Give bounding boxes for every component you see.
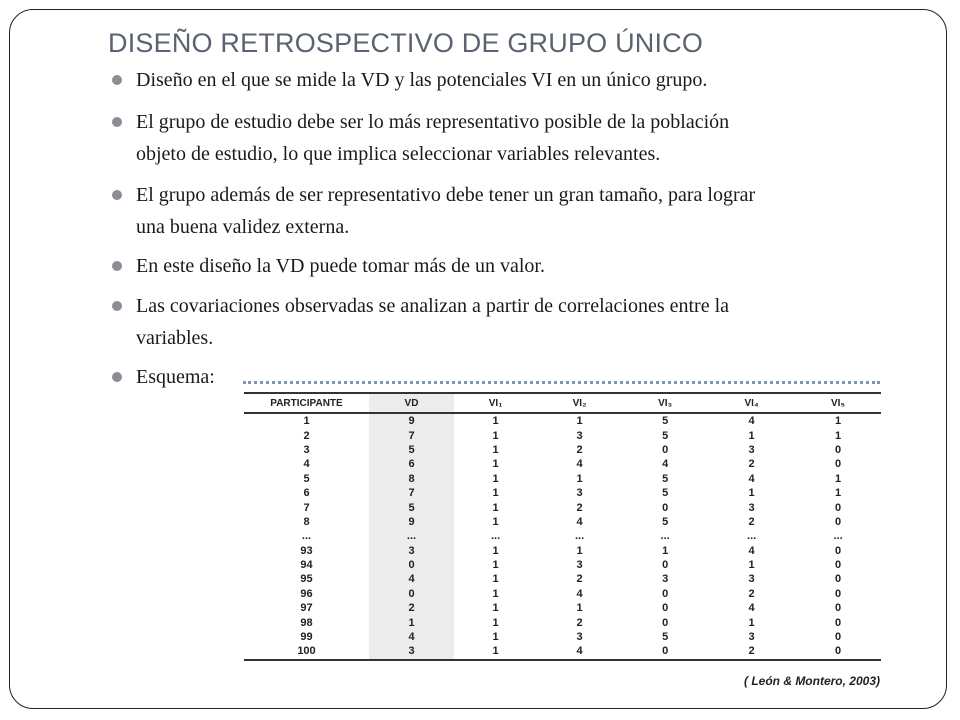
- table-cell: 4: [576, 515, 583, 528]
- bullet-dot-icon: [112, 261, 122, 271]
- table-cell: 1: [576, 544, 583, 557]
- table-cell: 6: [303, 487, 310, 500]
- table-cell: 0: [834, 587, 842, 600]
- column-header: VD: [369, 393, 454, 413]
- table-cell: 0: [662, 587, 669, 600]
- table-cell: 4: [576, 587, 583, 600]
- table-row: [244, 443, 881, 457]
- column-header: VI₄: [708, 393, 795, 413]
- table-cell: 0: [834, 544, 842, 557]
- bullet-dot-icon: [112, 301, 122, 311]
- table-cell: ...: [575, 530, 585, 543]
- column-header: VI₂: [537, 393, 622, 413]
- table-row: [244, 558, 881, 572]
- table-cell: 4: [369, 630, 454, 644]
- table-cell: 1: [492, 515, 499, 528]
- table-cell: 0: [834, 458, 842, 471]
- table-cell: 0: [834, 631, 842, 644]
- table-cell: 98: [300, 616, 313, 629]
- table-cell: 5: [662, 631, 669, 644]
- table-cell: 4: [662, 458, 669, 471]
- table-row: [244, 572, 881, 586]
- bullet-text: El grupo además de ser representativo debe tener un gran tamaño, para lograr: [136, 184, 756, 206]
- table-cell: 2: [748, 458, 755, 471]
- bullet-text: Esquema:: [136, 366, 215, 388]
- table-row: [244, 472, 881, 486]
- table-row: [244, 615, 881, 629]
- table-row: [244, 544, 881, 558]
- table-cell: 2: [748, 515, 755, 528]
- citation: ( León & Montero, 2003): [743, 674, 880, 688]
- bullet-dot-icon: [112, 190, 122, 200]
- table-cell: 5: [662, 487, 669, 500]
- table-cell: 1: [748, 487, 755, 500]
- table-cell: 0: [369, 558, 454, 572]
- table-cell: ...: [833, 530, 843, 543]
- table-cell: 1: [576, 415, 583, 428]
- table-body: [244, 413, 881, 660]
- table-cell: 2: [576, 501, 583, 514]
- table-cell: 1: [492, 544, 499, 557]
- table-cell: 3: [576, 559, 583, 572]
- table-cell: 0: [834, 602, 842, 615]
- bullet-item: [108, 290, 898, 354]
- bullet-item: [108, 361, 898, 393]
- bullet-item: [108, 250, 898, 282]
- table-cell: 2: [576, 573, 583, 586]
- table-cell: 2: [576, 616, 583, 629]
- table-cell: ...: [490, 530, 501, 543]
- table-row: [244, 529, 881, 543]
- slide-title: DISEÑO RETROSPECTIVO DE GRUPO ÚNICO: [108, 28, 704, 58]
- bullet-text: Diseño en el que se mide la VD y las potenciales VI en un único grupo.: [136, 69, 708, 91]
- table-cell: 0: [834, 443, 842, 456]
- table-row: [244, 630, 881, 644]
- table-cell: 0: [834, 515, 842, 528]
- table-cell: 5: [303, 472, 310, 485]
- table-cell: 97: [300, 602, 313, 615]
- table-cell: 95: [300, 573, 313, 586]
- table-cell: 0: [834, 501, 842, 514]
- bullet-text: El grupo de estudio debe ser lo más representativo posible de la población: [136, 111, 730, 133]
- schema-table: [244, 392, 881, 661]
- table-cell: 2: [303, 429, 310, 442]
- table-cell: 1: [492, 458, 499, 471]
- table-cell: ...: [369, 529, 454, 543]
- table-cell: 4: [748, 544, 755, 557]
- table-row: [244, 486, 881, 500]
- table-row: [244, 515, 881, 529]
- table-cell: 2: [708, 644, 795, 659]
- bullet-text: variables.: [136, 327, 214, 349]
- table-cell: 3: [748, 443, 755, 456]
- table-cell: 6: [369, 457, 454, 471]
- table-cell: ...: [747, 530, 757, 543]
- column-header: VI₅: [795, 393, 881, 413]
- table-cell: 0: [622, 644, 708, 659]
- table-cell: 0: [662, 616, 669, 629]
- bullet-text: Las covariaciones observadas se analizan a partir de correlaciones entre la: [136, 295, 730, 317]
- table-cell: 7: [369, 428, 454, 442]
- table-cell: 4: [576, 458, 583, 471]
- table-cell: 3: [576, 631, 583, 644]
- table-cell: 5: [369, 443, 454, 457]
- table-cell: 3: [303, 443, 310, 456]
- bullet-item: [108, 64, 898, 96]
- table-cell: 5: [662, 429, 669, 442]
- table-cell: 100: [244, 644, 369, 659]
- table-cell: 3: [576, 487, 583, 500]
- dotted-separator: [243, 381, 880, 384]
- table-cell: 0: [834, 573, 842, 586]
- table-cell: 0: [662, 559, 669, 572]
- table-cell: 1: [492, 501, 499, 514]
- table-cell: 0: [834, 616, 842, 629]
- table-cell: 5: [662, 515, 669, 528]
- table-cell: ...: [660, 530, 670, 543]
- table-cell: 3: [748, 501, 755, 514]
- table-cell: 1: [748, 559, 755, 572]
- table-cell: 99: [300, 631, 313, 644]
- column-header: VI₃: [622, 393, 708, 413]
- table-cell: 1: [303, 415, 310, 428]
- table-cell: 8: [303, 515, 310, 528]
- table-cell: 0: [662, 501, 669, 514]
- table-cell: 2: [369, 601, 454, 615]
- table-row: [244, 428, 881, 442]
- table-cell: 1: [748, 429, 755, 442]
- table-cell: 0: [795, 644, 881, 659]
- table-cell: 1: [492, 443, 499, 456]
- bullet-text: una buena validez externa.: [136, 216, 350, 238]
- table-cell: 3: [369, 644, 454, 659]
- table-cell: 1: [492, 587, 499, 600]
- table-row: [244, 413, 881, 428]
- table-cell: 94: [300, 559, 313, 572]
- bullet-dot-icon: [112, 75, 122, 85]
- table-cell: 1: [492, 472, 499, 485]
- table-cell: ...: [301, 530, 312, 543]
- table-cell: 4: [748, 415, 755, 428]
- table-cell: 7: [303, 501, 310, 514]
- table-row: [244, 601, 881, 615]
- column-header: PARTICIPANTE: [244, 393, 369, 413]
- table-cell: 4: [303, 458, 310, 471]
- table-cell: 4: [369, 572, 454, 586]
- table-cell: 1: [748, 616, 755, 629]
- table-cell: 9: [369, 413, 454, 428]
- bullet-item: [108, 106, 898, 170]
- table-cell: 3: [369, 544, 454, 558]
- table-cell: 1: [492, 559, 499, 572]
- bullet-dot-icon: [112, 372, 122, 382]
- table-cell: 3: [662, 573, 669, 586]
- table-cell: 4: [748, 472, 755, 485]
- table-row: [244, 457, 881, 471]
- table-cell: 4: [748, 602, 755, 615]
- table-cell: 1: [492, 429, 499, 442]
- table-cell: 9: [369, 515, 454, 529]
- table-cell: 1: [492, 631, 499, 644]
- table-cell: 5: [662, 415, 669, 428]
- table-cell: 0: [662, 443, 669, 456]
- table-cell: 93: [300, 544, 313, 557]
- table-cell: 1: [369, 615, 454, 629]
- table-cell: 0: [834, 559, 842, 572]
- table-cell: 96: [300, 587, 313, 600]
- table-cell: 1: [492, 616, 499, 629]
- bullet-dot-icon: [112, 117, 122, 127]
- table-cell: 1: [492, 415, 499, 428]
- table-cell: 3: [576, 429, 583, 442]
- bullet-text: objeto de estudio, lo que implica seleccionar variables relevantes.: [136, 143, 661, 165]
- table-cell: 1: [834, 487, 842, 500]
- table-cell: 1: [834, 429, 842, 442]
- bullet-text: En este diseño la VD puede tomar más de un valor.: [136, 255, 545, 277]
- table-cell: 1: [492, 573, 499, 586]
- table-cell: 1: [834, 472, 842, 485]
- table-cell: 3: [748, 631, 755, 644]
- table-cell: 4: [537, 644, 622, 659]
- table-cell: 1: [454, 644, 537, 659]
- table-cell: 1: [576, 602, 583, 615]
- table-header: [244, 393, 881, 413]
- table-cell: 1: [834, 415, 842, 428]
- table-cell: 2: [748, 587, 755, 600]
- table-row: [244, 587, 881, 601]
- table-row: [244, 644, 881, 659]
- table-cell: 5: [369, 500, 454, 514]
- table-header-row: [244, 393, 881, 413]
- table-cell: 1: [576, 472, 583, 485]
- table-cell: 1: [492, 602, 499, 615]
- table-cell: 1: [662, 544, 669, 557]
- bullet-item: [108, 179, 898, 243]
- table-cell: 5: [662, 472, 669, 485]
- table-cell: 0: [369, 587, 454, 601]
- table-cell: 1: [492, 487, 499, 500]
- table-cell: 8: [369, 472, 454, 486]
- table-cell: 3: [748, 573, 755, 586]
- column-header: VI₁: [454, 393, 537, 413]
- table-cell: 7: [369, 486, 454, 500]
- table-cell: 0: [662, 602, 669, 615]
- table-row: [244, 500, 881, 514]
- table-cell: 2: [576, 443, 583, 456]
